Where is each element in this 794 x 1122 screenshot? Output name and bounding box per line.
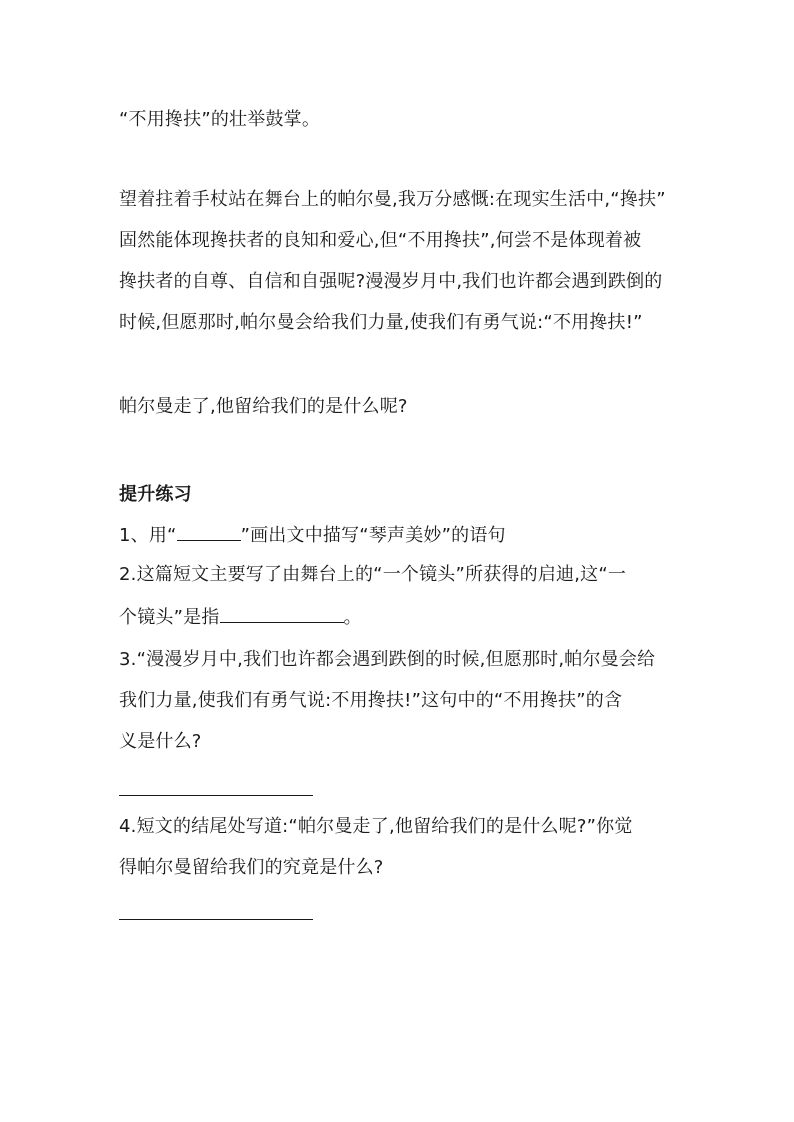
paragraph-line: 时候,但愿那时,帕尔曼会给我们力量,使我们有勇气说:“不用搀扶!” [119, 312, 643, 333]
question-3-line-1: 3.“漫漫岁月中,我们也许都会遇到跌倒的时候,但愿那时,帕尔曼会给 [119, 649, 656, 670]
answer-line[interactable] [119, 795, 313, 796]
answer-line[interactable] [119, 919, 313, 920]
question-2-line-1: 2.这篇短文主要写了由舞台上的“一个镜头”所获得的启迪,这“一 [119, 564, 627, 585]
question-2-line-2 [119, 604, 362, 630]
question-2-prefix: 个镜头”是指 [119, 607, 220, 628]
question-3-line-3: 义是什么? [119, 731, 202, 752]
question-2-suffix: 。 [343, 607, 362, 628]
question-1-prefix: 1、用“ [119, 525, 177, 546]
question-1 [119, 522, 506, 548]
section-title: 提升练习 [119, 484, 192, 505]
answer-blank[interactable] [177, 522, 241, 541]
question-4-line-1: 4.短文的结尾处写道:“帕尔曼走了,他留给我们的是什么呢?”你觉 [119, 816, 633, 837]
question-1-suffix: ”画出文中描写“琴声美妙”的语句 [240, 525, 506, 546]
paragraph-line: 帕尔曼走了,他留给我们的是什么呢? [119, 396, 408, 417]
paragraph-line: 望着拄着手杖站在舞台上的帕尔曼,我万分感慨:在现实生活中,“搀扶” [119, 189, 666, 210]
question-4-line-2: 得帕尔曼留给我们的究竟是什么? [119, 857, 384, 878]
question-3-line-2: 我们力量,使我们有勇气说:不用搀扶!”这句中的“不用搀扶”的含 [119, 690, 623, 711]
answer-blank[interactable] [220, 604, 344, 623]
paragraph-line: 固然能体现搀扶者的良知和爱心,但“不用搀扶”,何尝不是体现着被 [119, 230, 642, 251]
paragraph-line: 搀扶者的自尊、自信和自强呢?漫漫岁月中,我们也许都会遇到跌倒的 [119, 271, 663, 292]
paragraph-line: “不用搀扶”的壮举鼓掌。 [119, 109, 321, 130]
